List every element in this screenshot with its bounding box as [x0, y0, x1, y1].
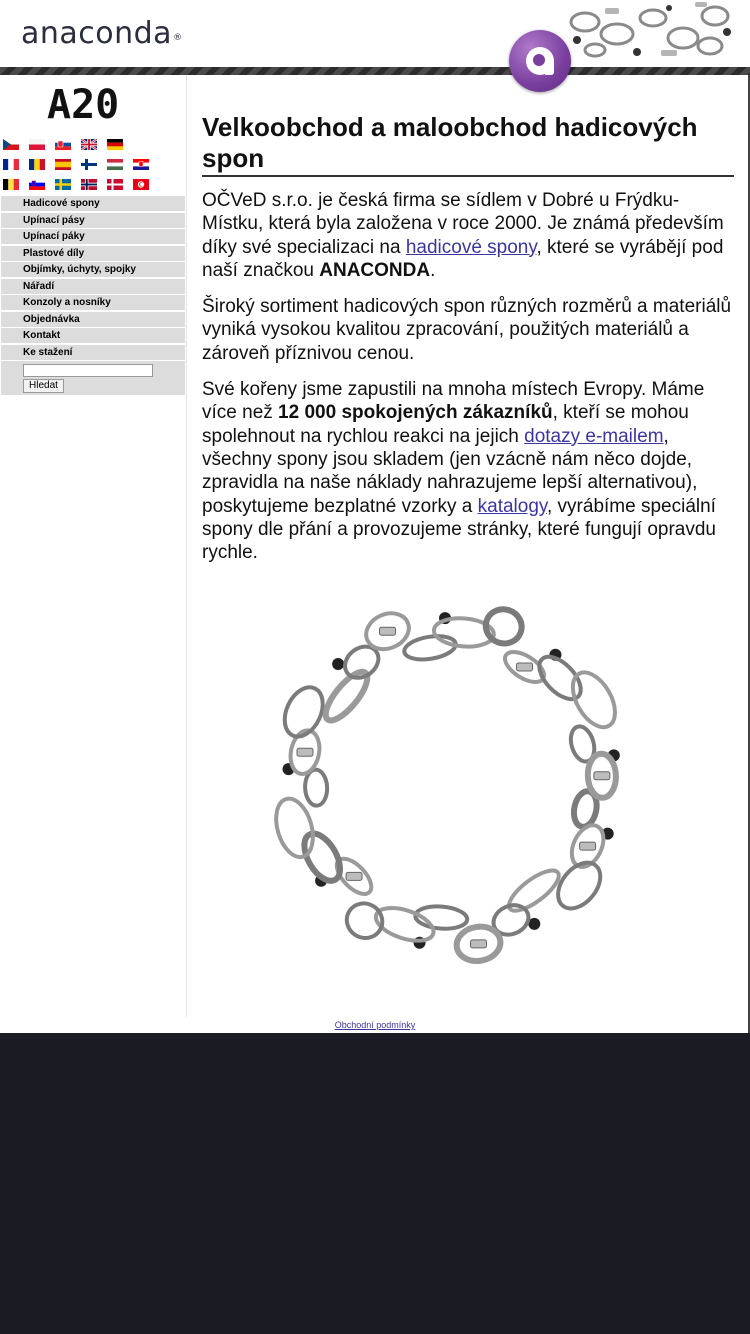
catalogs-link[interactable]: katalogy [477, 495, 547, 517]
text: Své kořeny jsme zapustili na mnoha místech Evropy. Máme více než [202, 379, 705, 424]
menu-item-objednavka[interactable]: Objednávka [1, 312, 185, 327]
hose-clamps-link[interactable]: hadicové spony [405, 236, 537, 258]
email-inquiry-link[interactable]: dotazy e-mailem [524, 425, 664, 447]
text: , kteří se mohou spolehnout na rychlou reakci na jejich [202, 402, 689, 447]
intro-paragraph [202, 189, 734, 282]
menu-item-plastove-dily[interactable]: Plastové díly [1, 246, 185, 261]
page-title: Velkoobchod a maloobchod hadicových spon [202, 112, 734, 177]
brand-name: ANACONDA [319, 259, 431, 281]
main-content [202, 112, 734, 564]
text: OČVeD s.r.o. je česká firma se sídlem v Dobré u Frýdku-Místku, která byla založena v roce 2000. Je známá především díky své specializaci na [202, 190, 724, 258]
flag-row [3, 157, 183, 177]
text: , které se vyrábějí pod naší značkou [202, 236, 724, 281]
search-box [1, 361, 185, 395]
terms-link[interactable]: Obchodní podmínky [334, 1020, 416, 1030]
si-flag-icon[interactable] [29, 179, 45, 190]
de-flag-icon[interactable] [107, 139, 123, 150]
logo-text: anaconda [21, 16, 173, 51]
pl-flag-icon[interactable] [29, 139, 45, 150]
sidebar-menu [1, 196, 185, 395]
text: , vyrábíme speciální spony dle přání a provozujeme stránky, které fungují opravdu rychle. [202, 495, 716, 564]
es-flag-icon[interactable] [55, 159, 71, 170]
header [0, 0, 750, 67]
customers-paragraph [202, 378, 734, 564]
sk-flag-icon[interactable] [55, 139, 71, 150]
text: , všechny spony jsou skladem (jen vzácně nám něco dojde, zpravidla na naše náklady nahrazujeme lepší alternativou), poskytujeme bezplatné vzorky a [202, 425, 698, 517]
fi-flag-icon[interactable] [81, 159, 97, 170]
clamps-circle-image [255, 590, 650, 985]
be-flag-icon[interactable] [3, 179, 19, 190]
fr-flag-icon[interactable] [3, 159, 19, 170]
text: . [430, 259, 436, 281]
menu-item-kontakt[interactable]: Kontakt [1, 328, 185, 343]
no-flag-icon[interactable] [81, 179, 97, 190]
menu-item-naradi[interactable]: Nářadí [1, 279, 185, 294]
hr-flag-icon[interactable] [133, 159, 149, 170]
search-button[interactable]: Hledat [23, 379, 64, 393]
cz-flag-icon[interactable] [3, 139, 19, 150]
menu-item-upinaci-paky[interactable]: Upínací páky [1, 229, 185, 244]
language-flags [3, 137, 183, 197]
menu-item-hadicove-spony[interactable]: Hadicové spony [1, 196, 185, 211]
model-label: A20 [47, 82, 120, 128]
gb-flag-icon[interactable] [81, 139, 97, 150]
menu-item-upinaci-pasy[interactable]: Upínací pásy [1, 213, 185, 228]
logo-registered-mark: ® [173, 33, 183, 43]
anaconda-a-badge-icon [509, 30, 571, 92]
customer-count: 12 000 spokojených zákazníků [278, 402, 553, 424]
anaconda-logo[interactable] [21, 18, 182, 50]
menu-item-objimky[interactable]: Objímky, úchyty, spojky [1, 262, 185, 277]
se-flag-icon[interactable] [55, 179, 71, 190]
decorative-stripe [0, 67, 750, 75]
hu-flag-icon[interactable] [107, 159, 123, 170]
flag-row [3, 177, 183, 197]
footer [0, 1017, 750, 1033]
dk-flag-icon[interactable] [107, 179, 123, 190]
sidebar [0, 75, 187, 1017]
menu-item-ke-stazeni[interactable]: Ke stažení [1, 345, 185, 360]
ro-flag-icon[interactable] [29, 159, 45, 170]
menu-item-konzoly[interactable]: Konzoly a nosníky [1, 295, 185, 310]
assortment-paragraph: Široký sortiment hadicových spon různých rozměrů a materiálů vyniká vysokou kvalitou zpracování, použitých materiálů a zároveň příznivou cenou. [202, 296, 732, 364]
hose-clamps-banner-image [565, 0, 735, 62]
tn-flag-icon[interactable] [133, 179, 149, 190]
search-input[interactable] [23, 364, 153, 377]
flag-row [3, 137, 183, 157]
